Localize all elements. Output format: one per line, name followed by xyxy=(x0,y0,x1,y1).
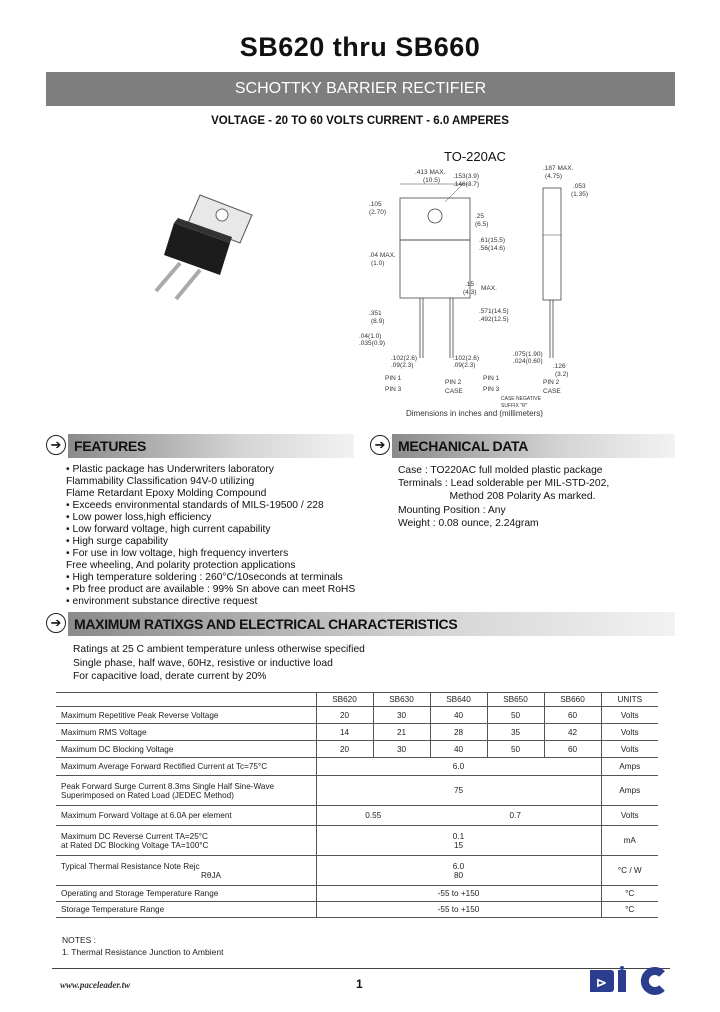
dim-9: .351 xyxy=(369,310,382,317)
page-title: SB620 thru SB660 xyxy=(239,32,481,62)
suffix-label: SUFFIX "R" xyxy=(501,403,528,409)
component-illustration xyxy=(140,185,280,305)
dim-16: .126 xyxy=(553,363,566,370)
subtitle-banner: SCHOTTKY BARRIER RECTIFIER xyxy=(46,72,675,106)
dim-7c: MAX. xyxy=(481,285,497,292)
dim-15b: .024(0.60) xyxy=(513,358,543,365)
table-row: Operating and Storage Temperature Range -55 to +150 °C xyxy=(56,886,658,902)
dim-11: .102(2.6) xyxy=(391,355,418,362)
front-view-tab xyxy=(400,198,470,240)
dim-14: .053 xyxy=(573,183,586,190)
dim-6b: (1.0) xyxy=(371,260,385,267)
ratings-line: VOLTAGE - 20 TO 60 VOLTS CURRENT - 6.0 AMPERES xyxy=(211,115,509,127)
mount-hole xyxy=(216,209,228,221)
features-list xyxy=(66,464,355,608)
table-row: Maximum DC Reverse Current TA=25°C at Rated DC Blocking Voltage TA=100°C 0.1 15 mA xyxy=(56,826,658,856)
table-row: Typical Thermal Resistance Note Rejc RθJA 6.0 80 °C / W xyxy=(56,856,658,886)
lead-2 xyxy=(176,270,200,299)
mech-line: Weight : 0.08 ounce, 2.24gram xyxy=(398,517,539,529)
page-number: 1 xyxy=(356,977,363,991)
mechanical-data xyxy=(398,464,609,530)
lead-1 xyxy=(156,263,180,291)
package-dimension-drawing xyxy=(355,160,655,410)
table-row: Maximum Forward Voltage at 6.0A per element 0.55 0.7 Volts xyxy=(56,806,658,826)
dim-6: .04 MAX. xyxy=(369,252,396,259)
list-item: Free wheeling, And polarity protection applications xyxy=(66,560,296,571)
list-item: • environment substance directive request xyxy=(66,596,258,607)
dim-10b: .035(0.9) xyxy=(359,340,386,347)
mech-line: Method 208 Polarity As marked. xyxy=(398,491,596,503)
dim-3: .105 xyxy=(369,201,382,208)
pic-logo xyxy=(588,966,670,996)
dim-2b: .146(3.7) xyxy=(453,181,480,188)
logo-text: PIC xyxy=(608,995,610,996)
mechanical-heading: ➔ MECHANICAL DATA xyxy=(370,434,675,458)
dim-15: .075(1.90) xyxy=(513,351,543,358)
footer-divider xyxy=(52,968,670,969)
dim-16b: (3.2) xyxy=(555,371,569,378)
dim-8b: .492(12.5) xyxy=(479,316,509,323)
pin-3-label: PIN 3 xyxy=(385,386,402,393)
table-header-row: SB620 SB630 SB640 SB650 SB660 UNITS xyxy=(56,693,658,707)
table-row: Maximum Repetitive Peak Reverse Voltage 20 30 40 50 60 Volts xyxy=(56,707,658,724)
pin-2b-label: PIN 2 xyxy=(543,379,560,386)
dim-11b: .09(2.3) xyxy=(391,362,414,369)
svg-text:⊳: ⊳ xyxy=(596,975,607,990)
list-item: • Exceeds environmental standards of MILS-19500 / 228 xyxy=(66,500,324,511)
arrow-icon: ➔ xyxy=(46,435,66,455)
dim-7: .15 xyxy=(465,281,475,288)
dim-1b: (10.5) xyxy=(423,177,440,184)
list-item: • Plastic package has Underwriters laboratory xyxy=(66,464,274,475)
list-item: • Low power loss,high efficiency xyxy=(66,512,212,523)
arrow-icon: ➔ xyxy=(370,435,390,455)
dim-4b: (6.5) xyxy=(475,221,489,228)
notes: NOTES : 1. Thermal Resistance Junction to Ambient xyxy=(62,935,224,957)
table-row: Storage Temperature Range -55 to +150 °C xyxy=(56,902,658,918)
dim-5: .61(15.5) xyxy=(479,237,506,244)
mech-line: Terminals : Lead solderable per MIL-STD-202, xyxy=(398,478,610,490)
list-item: • For use in low voltage, high frequency inverters xyxy=(66,548,289,559)
pin-3b-label: PIN 3 xyxy=(483,386,500,393)
footer-url[interactable]: www.paceleader.tw xyxy=(60,980,131,990)
case-negative-label: CASE NEGATIVE xyxy=(501,396,541,402)
dim-13b: (4.75) xyxy=(545,173,562,180)
dim-2: .153(3.9) xyxy=(453,173,480,180)
table-row: Maximum DC Blocking Voltage 20 30 40 50 60 Volts xyxy=(56,741,658,758)
dim-13: .187 MAX. xyxy=(543,165,574,172)
table-row: Peak Forward Surge Current 8.3ms Single Half Sine-Wave Superimposed on Rated Load (JEDEC Method) 75 Amps xyxy=(56,776,658,806)
pin-2-label: PIN 2 xyxy=(445,379,462,386)
dim-4: .25 xyxy=(475,213,485,220)
list-item: • Pb free product are available : 99% Sn above can meet RoHS xyxy=(66,584,356,595)
table-row: Maximum Average Forward Rectified Current at Tc=75°C 6.0 Amps xyxy=(56,758,658,776)
max-ratings-heading: ➔ MAXIMUM RATIXGS AND ELECTRICAL CHARACTERISTICS xyxy=(46,612,675,636)
list-item: Flammability Classification 94V-0 utilizing xyxy=(66,476,255,487)
dim-1: .413 MAX. xyxy=(415,169,446,176)
dimension-note: Dimensions in inches and (millimeters) xyxy=(406,409,543,418)
list-item: • Low forward voltage, high current capability xyxy=(66,524,271,535)
pin-1-label: PIN 1 xyxy=(385,375,402,382)
case-label: CASE xyxy=(445,388,463,395)
list-item: • High temperature soldering : 260°C/10seconds at terminals xyxy=(66,572,343,583)
side-view xyxy=(543,188,561,300)
list-item: Flame Retardant Epoxy Molding Compound xyxy=(66,488,267,499)
table-row: Maximum RMS Voltage 14 21 28 35 42 Volts xyxy=(56,724,658,741)
arrow-icon: ➔ xyxy=(46,613,66,633)
package-name: TO-220AC xyxy=(444,149,506,164)
dim-10: .04(1.0) xyxy=(359,333,382,340)
front-view-body xyxy=(400,240,470,298)
dim-12b: .09(2.3) xyxy=(453,362,476,369)
characteristics-table xyxy=(56,692,658,918)
caseb-label: CASE xyxy=(543,388,561,395)
mech-line: Mounting Position : Any xyxy=(398,504,506,516)
dim-12: .102(2.6) xyxy=(453,355,480,362)
dim-7b: (4.3) xyxy=(463,289,477,296)
list-item: • High surge capability xyxy=(66,536,169,547)
features-heading: ➔ FEATURES xyxy=(46,434,346,458)
dim-3b: (2.70) xyxy=(369,209,386,216)
pin-1b-label: PIN 1 xyxy=(483,375,500,382)
mech-line: Case : TO220AC full molded plastic package xyxy=(398,465,603,476)
ratings-intro: Ratings at 25 C ambient temperature unless otherwise specified Single phase, half wave, 60Hz, resistive or inductive load For capacitive load, derate current by 20% xyxy=(73,644,365,682)
dim-5b: .56(14.6) xyxy=(479,245,506,252)
dim-9b: (8.9) xyxy=(371,318,385,325)
dim-14b: (1.35) xyxy=(571,191,588,198)
dim-8: .571(14.5) xyxy=(479,308,509,315)
